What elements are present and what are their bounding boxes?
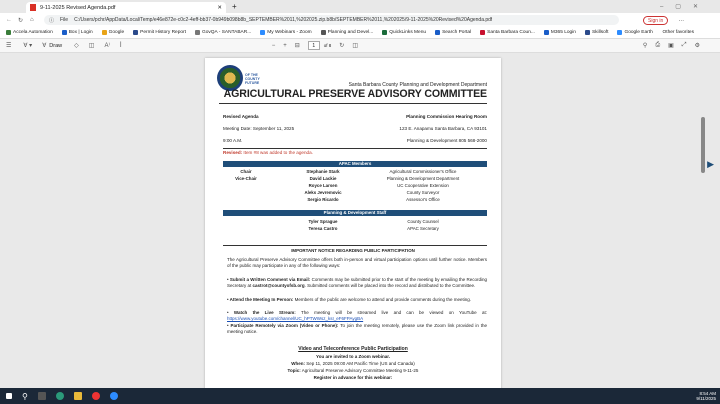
member-role: Chair bbox=[240, 169, 252, 174]
meeting-phone: Planning & Development 805 568-2000 bbox=[406, 138, 487, 143]
bookmark-item[interactable] bbox=[62, 30, 93, 35]
expand-icon[interactable]: ⤢ bbox=[681, 42, 687, 48]
member-org: County Surveyor bbox=[406, 190, 440, 195]
email-link[interactable]: castrot@countyofsb.org bbox=[252, 283, 305, 289]
cursor-icon: ▶ bbox=[707, 159, 714, 169]
member-org: APAC Secretary bbox=[407, 226, 439, 231]
bookmark-label: Permit History Report bbox=[140, 30, 186, 35]
member-org: County Counsel bbox=[407, 219, 439, 224]
zoom-in-icon[interactable]: + bbox=[283, 42, 287, 49]
new-tab-button[interactable]: + bbox=[232, 2, 237, 11]
bullet-live-stream: • Watch the Live Stream: The meeting will be streamed live and can be viewed on YouTube at: https://www.youtube.com/channel/UC_hPTWWsz_ksI_eF6FPAygBA bbox=[227, 310, 488, 322]
bookmark-icon bbox=[62, 30, 67, 35]
bookmark-icon bbox=[321, 30, 326, 35]
bookmark-label: Santa Barbara Coun... bbox=[487, 30, 535, 35]
bookmark-item[interactable] bbox=[195, 30, 251, 35]
more-icon[interactable]: … bbox=[678, 17, 685, 23]
zoom-invite: You are invited to a Zoom webinar. bbox=[316, 354, 390, 359]
bullet-in-person: • Attend the Meeting In Person: Members of the public are welcome to attend and provide comments during the meeting. bbox=[227, 297, 472, 302]
info-icon: ⓘ bbox=[49, 17, 55, 24]
zoom-topic: Topic: Agricultural Preserve Advisory Committee Meeting 9-11-25 bbox=[287, 368, 419, 373]
member-org: UC Cooperative Extension bbox=[397, 183, 449, 188]
pdf-page bbox=[205, 58, 501, 398]
draw-button[interactable]: Draw bbox=[49, 42, 63, 49]
read-aloud-icon[interactable]: A⁾ bbox=[104, 43, 110, 49]
bookmark-icon bbox=[435, 30, 440, 35]
fit-page-icon[interactable]: ⊟ bbox=[294, 43, 300, 49]
bookmark-item[interactable] bbox=[260, 30, 311, 35]
immersive-icon[interactable]: ꟾ bbox=[119, 43, 122, 49]
members-header: APAC Members bbox=[223, 161, 487, 167]
address-bar-row bbox=[0, 13, 720, 27]
bookmark-item[interactable] bbox=[544, 30, 576, 35]
bookmark-item[interactable] bbox=[382, 30, 426, 35]
video-section-title: Video and Teleconference Public Participation bbox=[298, 346, 408, 352]
bookmark-icon bbox=[382, 30, 387, 35]
bullet-zoom: • Participate Remotely via Zoom (Video or Phone): To join the meeting remotely, please use the Zoom link provided in the meeting notice. bbox=[227, 323, 487, 335]
zoom-app-icon[interactable] bbox=[110, 392, 118, 400]
settings-icon[interactable]: ⚙ bbox=[694, 43, 700, 49]
member-org: Agricultural Commissioner's Office bbox=[389, 169, 457, 174]
print-icon[interactable]: ⎙ bbox=[655, 42, 661, 48]
member-row bbox=[205, 197, 501, 202]
bookmark-item[interactable] bbox=[435, 30, 471, 35]
system-clock[interactable]: 8:54 AM 9/11/2025 bbox=[696, 391, 716, 401]
two-page-icon[interactable]: ◫ bbox=[352, 43, 358, 49]
view-icon[interactable]: ◫ bbox=[88, 43, 95, 49]
member-role bbox=[205, 226, 287, 231]
zoom-out-icon[interactable]: − bbox=[271, 42, 276, 49]
bookmark-item[interactable] bbox=[102, 30, 124, 35]
meeting-address: 123 E. Anapamu Santa Barbara, CA 93101 bbox=[399, 126, 487, 131]
bookmark-item[interactable] bbox=[6, 30, 53, 35]
page-count: of 8 bbox=[323, 43, 332, 48]
rotate-icon[interactable]: ↻ bbox=[339, 43, 345, 49]
bookmarks-bar bbox=[0, 27, 720, 39]
member-role bbox=[205, 197, 287, 202]
tab-agenda-pdf[interactable] bbox=[26, 2, 226, 13]
bookmark-icon bbox=[260, 30, 265, 35]
member-role: Vice-Chair bbox=[235, 176, 257, 181]
url-input[interactable] bbox=[44, 15, 619, 25]
county-of-future-logo: OF THE COUNTY FUTURE bbox=[245, 73, 260, 85]
member-name: Sergio Ricardo bbox=[307, 197, 339, 202]
revision-note: Revised: Item #8 was added to the agenda. bbox=[223, 150, 313, 155]
bookmark-label: M365 Login bbox=[550, 30, 576, 35]
meeting-time: 9:00 A.M. bbox=[223, 138, 243, 143]
bookmark-label: GovQA - SANTABAR... bbox=[201, 30, 252, 35]
start-icon[interactable] bbox=[6, 393, 12, 399]
pdf-viewer bbox=[0, 53, 720, 388]
zoom-when: When: Sep 11, 2025 09:00 AM Pacific Time (US and Canada) bbox=[291, 361, 415, 366]
zoom-register: Register in advance for this webinar: bbox=[313, 375, 393, 380]
member-row bbox=[205, 183, 501, 188]
member-org: Assessor's Office bbox=[406, 197, 440, 202]
bookmark-item[interactable] bbox=[585, 30, 609, 35]
back-icon[interactable]: ← bbox=[6, 17, 12, 23]
search-icon[interactable]: ⚲ bbox=[642, 43, 648, 49]
close-tab-icon[interactable]: ✕ bbox=[217, 4, 222, 11]
member-name: Tyler Sprague bbox=[308, 219, 338, 224]
bullet-email: • Submit a Written Comment via Email: Comments may be submitted prior to the start of the meeting by emailing the Recording Secretary at castrot@countyofsb.org. Submitted comments will be placed into the record and distributed to the Committee. bbox=[227, 277, 487, 289]
bookmark-icon bbox=[480, 30, 485, 35]
member-role bbox=[205, 190, 287, 195]
staff-header: Planning & Development Staff bbox=[223, 210, 487, 216]
bookmark-icon bbox=[6, 30, 11, 35]
vertical-scrollbar-thumb[interactable] bbox=[701, 117, 705, 173]
member-name: Stephanie Stark bbox=[306, 169, 340, 174]
window-controls[interactable]: –▢✕ bbox=[659, 4, 710, 10]
pdf-toolbar bbox=[0, 39, 720, 53]
document-title: AGRICULTURAL PRESERVE ADVISORY COMMITTEE bbox=[223, 88, 487, 100]
other-favorites[interactable]: Other favorites bbox=[662, 30, 694, 35]
taskbar bbox=[0, 388, 720, 404]
bookmark-item[interactable] bbox=[617, 30, 652, 35]
member-org: Planning & Development Department bbox=[386, 176, 460, 181]
department-name: Santa Barbara County Planning and Development Department bbox=[348, 82, 487, 88]
meeting-location: Planning Commission Hearing Room bbox=[406, 114, 487, 119]
agenda-type: Revised Agenda bbox=[223, 114, 259, 119]
bookmark-label: Planning and Devel... bbox=[327, 30, 374, 35]
bookmark-label: Skillsoft bbox=[591, 30, 609, 35]
url-scheme: File bbox=[60, 17, 69, 23]
save-icon[interactable]: ▣ bbox=[668, 43, 674, 49]
member-name: David Lackie bbox=[309, 176, 337, 181]
bookmark-item[interactable] bbox=[480, 30, 535, 35]
bookmark-icon bbox=[585, 30, 590, 35]
member-row bbox=[205, 190, 501, 195]
notice-intro: The Agricultural Preserve Advisory Committee offers both in-person and virtual participation options until further notice. Members of the public may participate in any of the following ways: bbox=[227, 257, 487, 269]
tab-title: 9-11-2025 Revised Agenda.pdf bbox=[40, 4, 116, 11]
member-name: Aleks Jevremovic bbox=[304, 190, 342, 195]
home-icon[interactable]: ⌂ bbox=[30, 17, 34, 23]
member-row bbox=[205, 226, 501, 231]
bookmark-icon bbox=[195, 30, 200, 35]
youtube-link[interactable]: https://www.youtube.com/channel/UC_hPTWWsz_ksI_eF6FPAygBA bbox=[227, 316, 364, 322]
bookmark-label: My Webinars - Zoom bbox=[267, 30, 312, 35]
member-name: Teresa Castro bbox=[308, 226, 338, 231]
contents-icon[interactable]: ☰ bbox=[6, 43, 12, 49]
notice-title: IMPORTANT NOTICE REGARDING PUBLIC PARTICIPATION bbox=[291, 248, 415, 253]
member-row bbox=[205, 219, 501, 224]
member-row bbox=[205, 169, 501, 174]
meeting-date: Meeting Date: September 11, 2025 bbox=[223, 126, 295, 131]
bookmark-icon bbox=[102, 30, 107, 35]
bookmark-label: Box | Login bbox=[68, 30, 93, 35]
chrome-icon[interactable] bbox=[92, 392, 100, 400]
bookmark-label: Search Portal bbox=[442, 30, 472, 35]
member-row bbox=[205, 176, 501, 181]
highlight-icon[interactable]: ∀ ▾ bbox=[23, 43, 33, 49]
file-explorer-icon[interactable] bbox=[74, 392, 82, 400]
bookmark-item[interactable] bbox=[133, 30, 186, 35]
bookmark-label: Accela Automation bbox=[13, 30, 53, 35]
member-role bbox=[205, 219, 287, 224]
eraser-icon[interactable]: ◇ bbox=[74, 43, 79, 49]
bookmark-label: Google Earth bbox=[624, 30, 653, 35]
pdf-icon bbox=[30, 4, 36, 11]
search-taskbar-icon[interactable]: ⚲ bbox=[22, 391, 28, 401]
tab-bar bbox=[0, 0, 720, 13]
member-role bbox=[205, 183, 287, 188]
member-name: Royce Larsen bbox=[308, 183, 338, 188]
page-number-input[interactable]: 1 bbox=[308, 41, 320, 50]
refresh-icon[interactable]: ↻ bbox=[18, 17, 24, 24]
bookmark-icon bbox=[617, 30, 622, 35]
sign-in-button[interactable]: Sign in bbox=[643, 16, 668, 25]
url-text: C:/Users/pchr/AppData/Local/Temp/e46e872e-c0c2-4eff-bb37-0b949b098b8b_SEPTEMBER%2011,%202025.zip.b8b/SEPTEMBER%2011,%202025/9-11-2025%20Revised%20Agenda.pdf bbox=[74, 17, 493, 23]
draw-icon[interactable]: ∀ bbox=[42, 43, 47, 49]
bookmark-label: QuickLinks Menu bbox=[389, 30, 427, 35]
bookmark-label: Google bbox=[108, 30, 125, 35]
edge-icon[interactable] bbox=[56, 392, 64, 400]
bookmark-item[interactable] bbox=[321, 30, 374, 35]
bookmark-icon bbox=[133, 30, 138, 35]
bookmark-icon bbox=[544, 30, 549, 35]
task-view-icon[interactable] bbox=[38, 392, 46, 400]
